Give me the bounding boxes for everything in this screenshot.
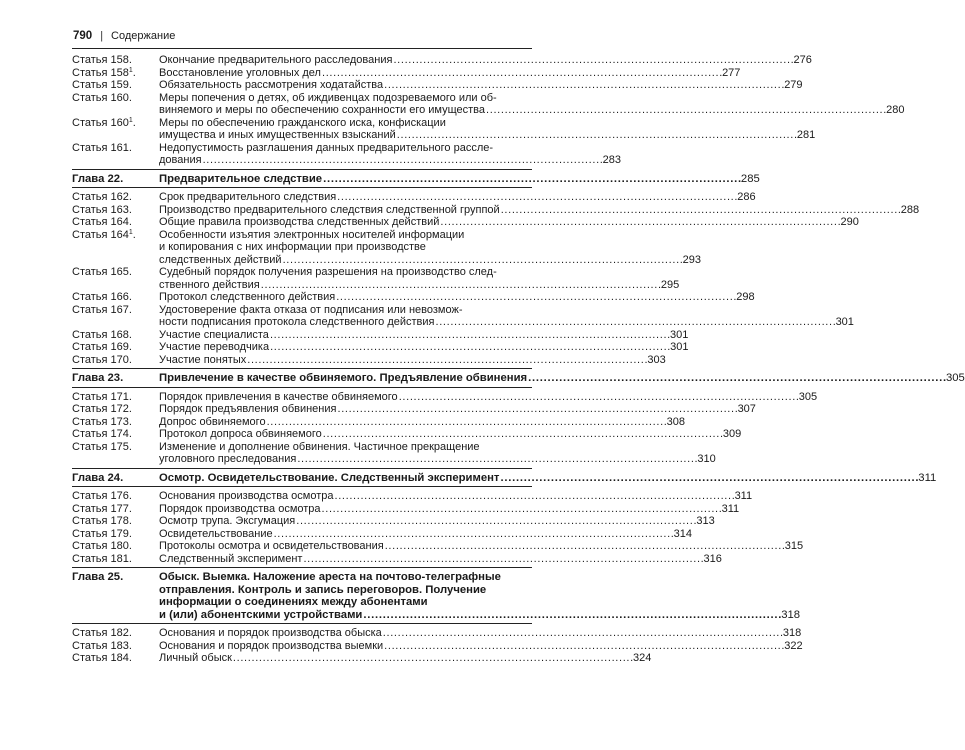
toc-article-entry[interactable] (72, 203, 920, 217)
page-ref: 288 (900, 203, 920, 216)
entry-label: Статья 174. (72, 428, 132, 440)
entry-title-line: Изменение и дополнение обвинения. Частичное прекращение (159, 440, 480, 453)
entry-title (159, 390, 818, 404)
entry-title (159, 428, 742, 441)
entry-title (159, 571, 801, 621)
article-number (72, 79, 159, 92)
dot-leader (337, 191, 736, 204)
toc-chapter-entry[interactable] (72, 372, 965, 385)
article-number (72, 528, 159, 541)
article-number (72, 191, 159, 204)
dot-leader (261, 279, 660, 292)
page-ref: 277 (722, 66, 741, 79)
toc-article-entry[interactable] (72, 515, 715, 528)
entry-label: Статья 159. (72, 79, 132, 91)
running-title: Содержание (111, 30, 176, 42)
entry-label: Статья 160 (72, 116, 129, 129)
header-separator: | (100, 30, 104, 42)
chapter-number (72, 571, 159, 621)
article-number (72, 428, 159, 441)
entry-title-line: Основания и порядок производства обыска (159, 627, 382, 639)
dot-leader (283, 254, 682, 267)
toc-article-entry[interactable] (72, 440, 716, 466)
toc-article-entry[interactable] (72, 328, 689, 342)
page-ref: 307 (737, 403, 756, 415)
article-number (72, 266, 159, 291)
article-number (72, 304, 159, 329)
entry-label: Статья 178. (72, 515, 132, 527)
dot-leader (274, 528, 673, 541)
toc-chapter-entry[interactable] (72, 471, 937, 485)
dot-leader (233, 652, 632, 665)
page-ref: 303 (647, 353, 666, 366)
entry-title-line: Недопустимость разглашения данных предварительного рассле- (159, 141, 494, 154)
entry-label: Статья 171. (72, 390, 132, 403)
entry-title-line: Личный обыск (159, 652, 232, 664)
article-number (72, 627, 159, 640)
page-ref: 301 (835, 316, 854, 328)
article-number (72, 490, 159, 503)
entry-title-line: Протокол следственного действия (159, 291, 336, 303)
dot-leader (383, 627, 782, 640)
entry-title-line: Обыск. Выемка. Наложение ареста на почтово-телеграфные (159, 571, 501, 583)
toc-article-entry[interactable] (72, 428, 742, 441)
dot-leader (399, 391, 798, 404)
entry-label: Статья 175. (72, 440, 132, 453)
page-ref: 281 (796, 129, 816, 141)
article-number (72, 652, 159, 665)
entry-title (159, 228, 701, 267)
dot-leader (323, 173, 740, 186)
dot-leader (296, 515, 695, 528)
entry-title (159, 66, 741, 80)
entry-title-line: Привлечение в качестве обвиняемого. Предъявление обвинения (159, 372, 528, 384)
entry-label: Глава 22. (72, 172, 124, 185)
entry-title (159, 403, 756, 416)
entry-label: Статья 177. (72, 502, 132, 515)
entry-label: Статья 168. (72, 328, 132, 341)
dot-leader (393, 54, 792, 67)
entry-label: Статья 173. (72, 415, 132, 428)
entry-title (159, 54, 812, 67)
page-header (73, 30, 175, 43)
page-ref: 305 (945, 372, 965, 384)
dot-leader (397, 129, 796, 142)
toc-article-entry[interactable] (72, 266, 680, 291)
page-ref: 309 (722, 428, 742, 440)
entry-title-line: информации о соединениях между абонентами (159, 596, 428, 608)
dot-leader (336, 291, 735, 304)
page-ref: 276 (793, 54, 812, 66)
page-ref: 290 (840, 216, 859, 228)
page-ref: 315 (784, 540, 804, 552)
entry-title-line: Протокол допроса обвиняемого (159, 428, 322, 440)
entry-label: Статья 180. (72, 540, 132, 552)
entry-title-line: Срок предварительного следствия (159, 191, 337, 203)
toc-article-entry[interactable] (72, 216, 859, 229)
entry-title-line: Судебный порядок получения разрешения на производство след- (159, 266, 497, 278)
entry-label: Статья 161. (72, 141, 132, 154)
entry-title (159, 141, 621, 167)
entry-title-line: следственных действий (159, 253, 282, 266)
entry-label: Статья 167. (72, 303, 132, 316)
entry-label: Статья 170. (72, 353, 132, 366)
entry-title (159, 471, 937, 485)
label-superscript: 1 (128, 228, 133, 236)
dot-leader (323, 428, 722, 441)
page-ref: 301 (670, 341, 689, 353)
entry-title-line: Общие правила производства следственных действий (159, 216, 440, 228)
page-ref: 305 (798, 390, 818, 403)
entry-label: Статья 179. (72, 527, 132, 540)
entry-title-line: Меры попечения о детях, об иждивенцах подозреваемого или об- (159, 91, 497, 104)
entry-title-line: Порядок предъявления обвинения (159, 403, 337, 415)
entry-title (159, 303, 854, 329)
dot-leader (384, 79, 783, 92)
article-number (72, 142, 159, 167)
entry-label: Статья 158 (72, 66, 129, 79)
toc-article-entry[interactable] (72, 415, 685, 429)
page-ref: 308 (666, 415, 685, 428)
entry-title-line: Окончание предварительного расследования (159, 54, 393, 66)
dot-leader (385, 540, 784, 553)
page-ref: 295 (660, 278, 680, 291)
entry-title-line: Протоколы осмотра и освидетельствования (159, 540, 384, 552)
page-ref: 311 (721, 502, 740, 515)
entry-title-line: ственного действия (159, 278, 260, 291)
article-number (72, 204, 159, 217)
section-rule (72, 623, 532, 624)
dot-leader (203, 154, 602, 167)
chapter-number (72, 173, 159, 186)
entry-label: Статья 183. (72, 639, 132, 652)
section-rule (72, 368, 532, 369)
page-ref: 310 (697, 453, 716, 465)
entry-label: Статья 184. (72, 652, 132, 664)
entry-title (159, 216, 859, 229)
article-number (72, 354, 159, 367)
entry-title (159, 191, 756, 204)
entry-title (159, 515, 715, 528)
page-ref: 285 (740, 172, 760, 185)
page-ref: 316 (703, 552, 722, 565)
page-ref: 318 (782, 627, 802, 639)
header-rule (72, 48, 532, 49)
entry-title-line: Меры по обеспечению гражданского иска, конфискации (159, 116, 446, 129)
dot-leader (440, 216, 839, 229)
article-number (72, 291, 159, 304)
toc-article-entry[interactable] (72, 540, 804, 553)
entry-title-line: Участие переводчика (159, 341, 270, 353)
entry-title (159, 552, 722, 566)
entry-title-line: Основания и порядок производства выемки (159, 639, 384, 652)
entry-label: Статья 162. (72, 191, 132, 203)
page-ref: 286 (737, 191, 756, 203)
entry-label: Глава 23. (72, 372, 124, 384)
article-number: Статья $164^1$. (72, 228, 136, 241)
toc-article-entry[interactable] (72, 141, 621, 167)
entry-title (159, 502, 740, 516)
dot-leader (486, 104, 885, 117)
section-rule (72, 169, 532, 170)
dot-leader (247, 354, 646, 367)
entry-title (159, 91, 905, 117)
entry-title-line: Предварительное следствие (159, 172, 323, 185)
page-ref: 280 (886, 104, 905, 116)
entry-label: Статья 164. (72, 216, 132, 228)
page-ref: 314 (673, 527, 693, 540)
article-number (72, 54, 159, 67)
toc-article-entry[interactable] (72, 79, 803, 92)
label-superscript: 1 (128, 116, 133, 124)
dot-leader (270, 341, 669, 354)
toc-article-entry[interactable] (72, 191, 756, 204)
section-rule (72, 486, 532, 487)
entry-title (159, 652, 652, 665)
article-number: Статья $160^1$. (72, 116, 136, 129)
page-ref: 298 (736, 291, 755, 303)
article-number: Статья $158^1$. (72, 66, 136, 79)
entry-title (159, 203, 920, 217)
article-number (72, 515, 159, 528)
entry-label: Статья 166. (72, 291, 132, 303)
toc-chapter-entry[interactable] (72, 571, 801, 621)
entry-title-line: дования (159, 154, 202, 166)
toc-article-entry[interactable] (72, 627, 802, 640)
entry-title (159, 627, 802, 640)
entry-title-line: Осмотр. Освидетельствование. Следственный эксперимент (159, 471, 500, 484)
page-ref: 283 (602, 154, 621, 166)
label-superscript: 1 (128, 66, 133, 74)
dot-leader (528, 372, 945, 385)
toc-article-entry[interactable] (72, 639, 803, 653)
article-number (72, 640, 159, 653)
section-rule (72, 567, 532, 568)
page-ref: 313 (696, 515, 715, 527)
article-number (72, 540, 159, 553)
entry-label: Статья 165. (72, 266, 132, 278)
page-ref: 318 (781, 608, 801, 621)
toc-article-entry[interactable] (72, 91, 905, 117)
toc-article-entry[interactable] (72, 54, 812, 67)
page-ref: 324 (633, 652, 652, 664)
toc-article-entry[interactable] (72, 291, 755, 304)
toc-article-entry[interactable] (72, 403, 756, 416)
entry-title (159, 540, 804, 553)
dot-leader (270, 329, 669, 342)
dot-leader (435, 316, 834, 329)
chapter-number (72, 472, 159, 485)
toc-article-entry[interactable] (72, 228, 701, 267)
entry-title-line: Участие специалиста (159, 328, 269, 341)
entry-title (159, 79, 803, 92)
article-number (72, 341, 159, 354)
section-rule (72, 468, 532, 469)
page-ref: 311 (734, 490, 753, 502)
entry-title (159, 116, 816, 142)
entry-label: Глава 24. (72, 471, 124, 484)
page-ref: 279 (784, 79, 803, 91)
entry-label: Статья 163. (72, 203, 132, 216)
entry-title-line: Обязательность рассмотрения ходатайства (159, 79, 384, 91)
entry-title-line: Следственный эксперимент (159, 552, 303, 565)
entry-title-line: Восстановление уголовных дел (159, 66, 321, 79)
entry-title (159, 372, 965, 385)
entry-title-line: Особенности изъятия электронных носителей информации (159, 228, 465, 241)
toc-article-entry[interactable] (72, 303, 854, 329)
section-rule (72, 187, 532, 188)
dot-leader (334, 490, 733, 503)
toc-chapter-entry[interactable] (72, 172, 760, 186)
entry-label: Статья 164 (72, 228, 129, 241)
section-rule (72, 387, 532, 388)
dot-leader (297, 453, 696, 466)
entry-title-line: Осмотр трупа. Эксгумация (159, 515, 296, 527)
entry-title (159, 291, 755, 304)
entry-label: Статья 176. (72, 490, 132, 502)
toc-article-entry[interactable] (72, 527, 693, 541)
article-number (72, 216, 159, 229)
dot-leader (322, 67, 721, 80)
article-number (72, 391, 159, 404)
entry-title (159, 266, 680, 291)
entry-title-line: виняемого и меры по обеспечению сохранности его имущества (159, 104, 486, 116)
dot-leader (322, 503, 721, 516)
dot-leader (303, 553, 702, 566)
toc-article-entry[interactable] (72, 341, 689, 354)
entry-title-line: Производство предварительного следствия следственной группой (159, 203, 500, 216)
dot-leader (267, 416, 666, 429)
entry-title-line: Освидетельствование (159, 527, 273, 540)
entry-title (159, 353, 666, 367)
toc-article-entry[interactable] (72, 490, 753, 503)
entry-title-line: Допрос обвиняемого (159, 415, 266, 428)
page-ref: 311 (918, 471, 937, 484)
dot-leader (384, 640, 783, 653)
entry-label: Статья 160. (72, 91, 132, 104)
page-number: 790 (73, 30, 93, 42)
toc-article-entry[interactable] (72, 552, 722, 566)
toc-article-entry[interactable] (72, 353, 666, 367)
chapter-number (72, 372, 159, 385)
entry-label: Статья 182. (72, 627, 132, 639)
dot-leader (337, 403, 736, 416)
page-ref: 301 (670, 328, 689, 341)
entry-title (159, 490, 753, 503)
dot-leader (500, 472, 917, 485)
entry-title-line: Порядок производства осмотра (159, 502, 321, 515)
entry-label: Глава 25. (72, 571, 124, 583)
toc-article-entry[interactable] (72, 390, 818, 404)
article-number (72, 416, 159, 429)
entry-title (159, 527, 693, 541)
entry-title-line: ности подписания протокола следственного действия (159, 316, 435, 328)
article-number (72, 553, 159, 566)
toc-article-entry[interactable] (72, 66, 741, 80)
page-ref: 293 (682, 253, 701, 266)
entry-title-line: и (или) абонентскими устройствами (159, 608, 363, 621)
entry-title (159, 639, 803, 653)
entry-title-line: Основания производства осмотра (159, 490, 334, 502)
toc-article-entry[interactable] (72, 502, 740, 516)
toc-article-entry[interactable] (72, 116, 816, 142)
entry-title-line: уголовного преследования (159, 453, 297, 465)
entry-title (159, 328, 689, 342)
entry-title (159, 341, 689, 354)
entry-label: Статья 181. (72, 552, 132, 565)
entry-title-line: имущества и иных имущественных взысканий (159, 129, 396, 141)
entry-label: Статья 172. (72, 403, 132, 415)
article-number (72, 441, 159, 466)
entry-title-line: и копирования с них информации при производстве (159, 241, 426, 253)
entry-title (159, 440, 716, 466)
article-number (72, 503, 159, 516)
entry-label: Статья 158. (72, 54, 132, 66)
entry-title (159, 415, 685, 429)
article-number (72, 403, 159, 416)
article-number (72, 329, 159, 342)
entry-title-line: Удостоверение факта отказа от подписания или невозмож- (159, 303, 463, 316)
entry-title-line: Участие понятых (159, 353, 247, 366)
toc-article-entry[interactable] (72, 652, 652, 665)
entry-title-line: Порядок привлечения в качестве обвиняемого (159, 390, 398, 403)
dot-leader (501, 204, 900, 217)
page-ref: 322 (784, 639, 803, 652)
dot-leader (363, 609, 780, 622)
entry-label: Статья 169. (72, 341, 132, 353)
entry-title (159, 172, 760, 186)
table-of-contents (72, 54, 965, 665)
entry-title-line: отправления. Контроль и запись переговоров. Получение (159, 583, 487, 596)
article-number (72, 92, 159, 117)
